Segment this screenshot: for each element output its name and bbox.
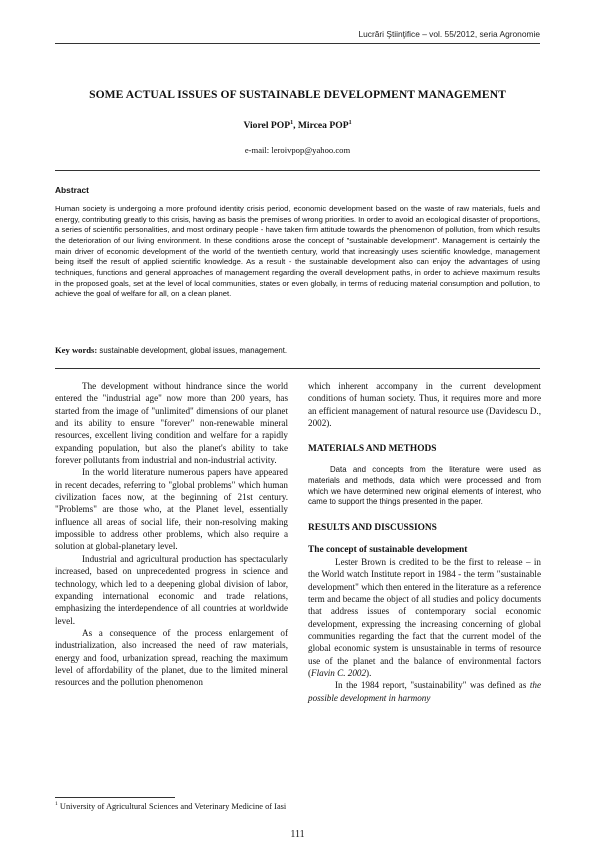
page-number: 111 xyxy=(290,829,305,840)
author-separator: , xyxy=(293,120,298,132)
abstract-bottom-divider xyxy=(55,368,540,369)
affiliation-mark: 1 xyxy=(290,120,294,126)
body-paragraph: The development without hindrance since the world entered the "industrial age" now more than 200 years, has started from the image of "unlimited" dimensions of our planet and its ability to ensure "forever" non-renewable mineral resources, excellent living condition and welfare for a rapidly expanding population, but also the planet's ability to take forever pollutants from industrial and non-industrial activity. xyxy=(55,381,288,466)
body-paragraph: which inherent accompany in the current development conditions of human society. Thus, it requires more and more an efficient management of natural resource use (Davidescu D., 2002). xyxy=(308,381,541,429)
section-heading-materials: MATERIALS AND METHODS xyxy=(308,444,437,455)
author-name: Mircea POP xyxy=(297,120,349,132)
subsection-heading-concept: The concept of sustainable development xyxy=(308,544,468,555)
body-paragraph: As a consequence of the process enlargement of industrialization, also increased the need of raw materials, energy and food, urbanization spread, reaching the maximum level of affordability of the planet, due to the limited mineral resources and the pollution phenomenon xyxy=(55,627,288,688)
italic-phrase: the possible development in harmony xyxy=(308,680,541,703)
abstract-heading: Abstract xyxy=(55,185,89,195)
keywords-text: sustainable development, global issues, management. xyxy=(97,346,288,355)
body-paragraph: Industrial and agricultural production has spectacularly increased, based on unprecedented progress in science and technology, which led to a deepening global division of labor, expanding international economic and trade relations, emphasizing the interdependence of all countries at worldwide level. xyxy=(55,553,288,626)
affiliation-mark: 1 xyxy=(348,120,352,126)
materials-text: Data and concepts from the literature were used as materials and methods, data which were processed and from which we have determined new original elements of interest, who came to support the things presented in the paper. xyxy=(308,464,541,507)
left-column xyxy=(55,380,288,689)
report-text: In the 1984 report, "sustainability" was defined as xyxy=(335,680,530,691)
author-email: e-mail: leroivpop@yahoo.com xyxy=(244,145,351,155)
concept-text: Lester Brown is credited to be the first to release – in the World watch Institute report in 1984 - the term "sustainable development" which then entered in the literature as a reference term and became the object of all studies and policy documents that address issues of contemporary social economic development, expressing the increasing concerning of global communities regarding the fact that the current model of the global economic system is unsustainable in terms of resource use of the planet and the balance of environmental factors ( xyxy=(308,557,542,679)
concept-text-end: ). xyxy=(366,668,372,679)
author-name: Viorel POP xyxy=(243,120,291,132)
footnote xyxy=(55,801,355,811)
body-paragraph xyxy=(308,679,541,704)
footnote-mark: 1 xyxy=(55,801,58,807)
keywords-line xyxy=(55,345,540,355)
abstract-text: Human society is undergoing a more profound identity crisis period, economic development based on the waste of raw materials, fuels and energy, contributing greatly to this crisis, having as basis the premises of wrong priorities. In order to avoid an ecological disaster of proportions, a series of scientific personalities, and most ordinary people - have taken firm attitude towards the phenomenon of pollution, from which results the deterioration of our living environment. In these conditions arose the concept of "sustainable development". Management is certainly the main driver of economic development of the world of the twentieth century, world that increasingly uses scientific knowledge, management being itself the result of applied scientific knowledge. As a result - the sustainable development also can enjoy the advantages of using techniques, functions and general approaches of management regarding the overall development paths, in order to achieve maximum results in the proposed goals, set at the level of local communities, states or even globally, in terms of reducing material consumption and pollution, to achieve the goal of welfare for all, on a clean planet. xyxy=(55,204,540,299)
right-column xyxy=(308,380,541,704)
running-header: Lucrări Ştiinţifice – vol. 55/2012, seria Agronomie xyxy=(358,29,540,39)
paper-title: SOME ACTUAL ISSUES OF SUSTAINABLE DEVELOPMENT MANAGEMENT xyxy=(89,88,506,101)
citation: Flavin C. 2002 xyxy=(311,668,367,679)
body-paragraph xyxy=(308,556,541,679)
author-line xyxy=(55,120,540,131)
header-divider xyxy=(55,43,540,44)
footnote-text: University of Agricultural Sciences and Veterinary Medicine of Iasi xyxy=(57,801,287,811)
keywords-label: Key words: xyxy=(55,345,98,355)
abstract-top-divider xyxy=(55,170,540,171)
section-heading-results: RESULTS AND DISCUSSIONS xyxy=(308,523,437,534)
footnote-divider xyxy=(55,797,175,798)
body-paragraph: In the world literature numerous papers have appeared in recent decades, referring to "global problems" which human civilization faces now, at the beginning of 21st century. "Problems" are those who, at the Planet level, essentially influence all areas of social life, their non-resolving making impossible to address other problems, which also require a solution at global-planetary level. xyxy=(55,467,288,552)
